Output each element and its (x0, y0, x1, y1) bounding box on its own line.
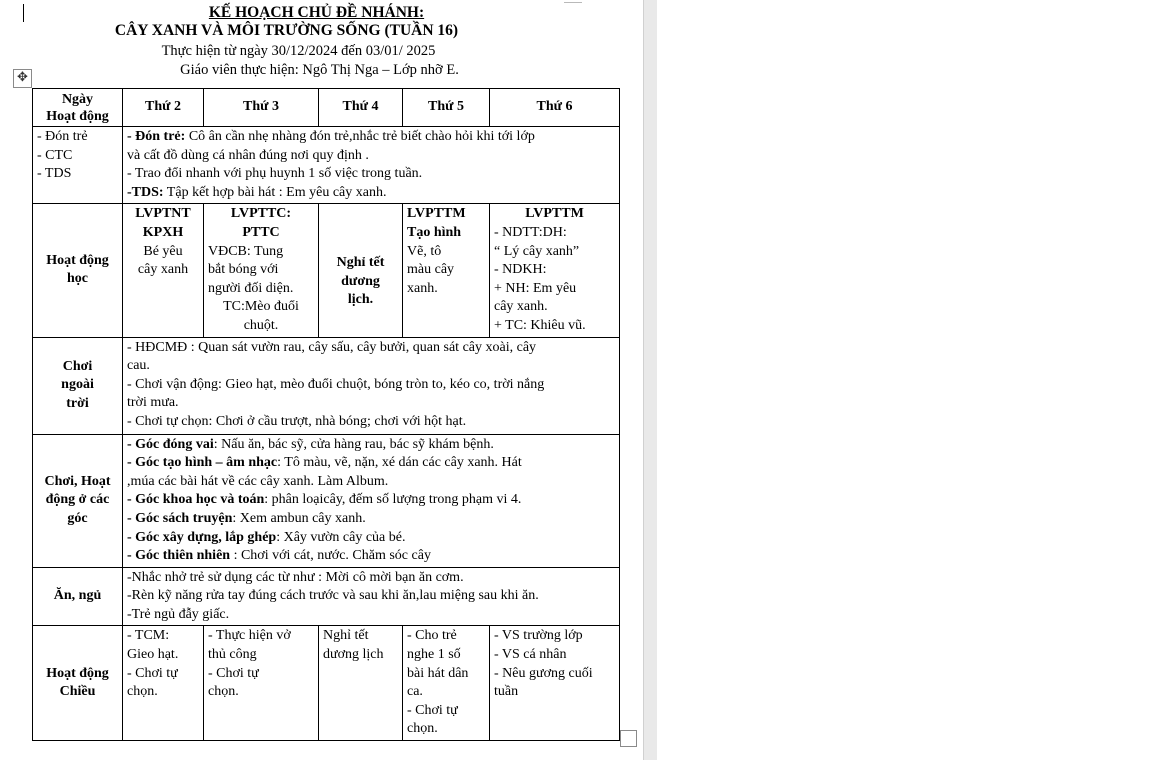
afternoon-thursday-cell (403, 626, 490, 741)
bold-label: - Đón trẻ: (127, 129, 186, 144)
study-monday-cell (123, 204, 204, 337)
day-header-wednesday: Thứ 4 (319, 89, 403, 127)
content-text: : Xây vườn cây của bé. (276, 529, 406, 545)
cell-line: tuần (494, 684, 519, 700)
label-line: Chơi (62, 358, 93, 374)
label-line: Chơi, Hoạt (44, 473, 111, 489)
afternoon-label-cell (33, 626, 123, 741)
cell-line: - Thực hiện vở (208, 628, 291, 644)
content-line: cau. (127, 358, 150, 374)
meal-content-cell (123, 567, 620, 626)
cell-line: - TCM: (127, 628, 170, 644)
corner-header-cell (33, 89, 123, 127)
label-line: trời (66, 395, 89, 411)
corners-content-cell (123, 434, 620, 567)
study-wednesday-cell (319, 204, 403, 337)
vertical-scrollbar[interactable] (643, 0, 657, 760)
content-line: - Chơi tự chọn: Chơi ở cầu trượt, nhà bóng; chơi với hột hạt. (127, 413, 467, 429)
table-row-afternoon (33, 626, 620, 741)
content-line: - Chơi vận động: Gieo hạt, mèo đuổi chuột, bóng tròn to, kéo co, trời nắng (127, 376, 545, 392)
day-header-friday: Thứ 6 (490, 89, 620, 127)
page-corner-mark (564, 0, 582, 3)
content-line (127, 529, 615, 548)
label-line: ngoài (61, 377, 94, 393)
cell-line: - NDTT:DH: (494, 224, 567, 240)
content-line (127, 510, 615, 529)
cell-line: - VS trường lớp (494, 628, 583, 644)
cell-line: Tạo hình (407, 224, 462, 240)
content-text: : Xem ambun cây xanh. (232, 510, 366, 526)
bold-label: - Góc sách truyện (127, 510, 233, 526)
content-text: Tập kết hợp bài hát : Em yêu cây xanh. (163, 184, 387, 200)
cell-line: lịch. (347, 292, 374, 308)
corner-day-label: Ngày (61, 91, 94, 107)
content-text: : phân loạicây, đếm số lượng trong phạm vi 4. (264, 492, 522, 508)
table-row-corners (33, 434, 620, 567)
cell-line: VĐCB: Tung (208, 243, 284, 259)
content-line: - Trao đổi nhanh với phụ huynh 1 số việc trong tuần. (127, 166, 423, 182)
bold-label: - Góc thiên nhiên (127, 548, 231, 564)
study-label-cell: Hoạt động học (33, 204, 123, 337)
content-line: ,múa các bài hát về các cây xanh. Làm Album. (127, 473, 389, 489)
plan-date-line: Thực hiện từ ngày 30/12/2024 đến 03/01/ 2025 (161, 43, 436, 59)
cell-line: bài hát dân (407, 665, 469, 681)
study-tuesday-cell (204, 204, 319, 337)
content-line: -Trẻ ngủ đẫy giấc. (127, 606, 230, 622)
welcome-label-cell (33, 127, 123, 204)
welcome-content-cell (123, 127, 620, 204)
cell-line: LVPTTM (407, 206, 466, 222)
bold-label: - Góc khoa học và toán (127, 492, 265, 508)
cell-line: + NH: Em yêu (494, 280, 577, 296)
cell-line: LVPTTM (525, 206, 584, 222)
content-line (127, 491, 615, 510)
cell-line: chọn. (127, 684, 158, 700)
label-line: - Đón trẻ (37, 129, 88, 144)
cell-line: - Cho trẻ (407, 628, 457, 644)
label-line: góc (67, 510, 88, 526)
content-text: : Tô màu, vẽ, nặn, xé dán các cây xanh. Hát (277, 455, 522, 471)
bold-label: - Góc tạo hình – âm nhạc (127, 455, 278, 471)
content-line (127, 436, 615, 455)
weekly-plan-table (32, 88, 620, 741)
cell-line: dương (341, 273, 380, 289)
cell-line: chọn. (208, 684, 239, 700)
cell-line: - VS cá nhân (494, 647, 567, 663)
cell-line: màu cây (407, 262, 455, 278)
cell-line: Vẽ, tô (407, 243, 442, 259)
cell-line: LVPTTC: (230, 206, 292, 222)
cell-line: “ Lý cây xanh” (494, 243, 580, 259)
table-row-welcome (33, 127, 620, 204)
meal-label-cell: Ăn, ngủ (33, 567, 123, 626)
cell-line: TC:Mèo đuổi (223, 299, 299, 315)
cell-line: ca. (407, 684, 423, 700)
cell-line: + TC: Khiêu vũ. (494, 317, 586, 333)
cell-line: Bé yêu (143, 243, 183, 259)
cell-line: Gieo hạt. (127, 647, 179, 663)
afternoon-wednesday-cell (319, 626, 403, 741)
corner-activity-label: Hoạt động (46, 108, 109, 124)
move-arrows-icon[interactable]: ✥ (13, 69, 32, 88)
plan-subtitle: CÂY XANH VÀ MÔI TRƯỜNG SỐNG (TUẦN 16) (114, 22, 459, 39)
content-line (127, 454, 615, 473)
day-header-tuesday: Thứ 3 (204, 89, 319, 127)
bold-label: - Góc đóng vai (127, 436, 214, 452)
table-row-study (33, 204, 620, 337)
content-text: : Nấu ăn, bác sỹ, cửa hàng rau, bác sỹ khám bệnh. (213, 436, 494, 452)
content-line: trời mưa. (127, 395, 179, 411)
cell-line: Nghỉ tết (323, 628, 369, 644)
cell-line: PTTC (242, 224, 280, 240)
cell-line: LVPTNT (135, 206, 191, 222)
table-header-row (33, 89, 620, 127)
cell-line: - NDKH: (494, 262, 547, 278)
bold-label: - Góc xây dựng, lắp ghép (127, 529, 277, 545)
bold-label: -TDS: (127, 184, 164, 200)
resize-square-icon[interactable] (620, 730, 637, 747)
content-line: - HĐCMĐ : Quan sát vườn rau, cây sấu, cây bưởi, quan sát cây xoài, cây (127, 339, 537, 355)
day-header-monday: Thứ 2 (123, 89, 204, 127)
outdoor-content-cell (123, 337, 620, 434)
cell-line: nghe 1 số (407, 647, 461, 663)
outdoor-label-cell (33, 337, 123, 434)
cell-line: cây xanh (137, 262, 189, 278)
cell-line: - Chơi tự (208, 665, 259, 681)
content-text: Cô ân cần nhẹ nhàng đón trẻ,nhắc trẻ biết chào hỏi khi tới lớp (185, 129, 535, 144)
content-line (127, 547, 615, 566)
label-line: - CTC (37, 147, 73, 163)
cell-line: bắt bóng với (208, 262, 279, 278)
afternoon-friday-cell (490, 626, 620, 741)
day-header-thursday: Thứ 5 (403, 89, 490, 127)
afternoon-monday-cell (123, 626, 204, 741)
corners-label-cell (33, 434, 123, 567)
content-line: và cất đồ dùng cá nhân đúng nơi quy định . (127, 147, 369, 163)
cell-line: KPXH (142, 224, 184, 240)
content-line: -Nhắc nhở trẻ sử dụng các từ như : Mời cô mời bạn ăn cơm. (127, 569, 464, 585)
label-line: Chiều (59, 684, 96, 700)
plan-teacher-line: Giáo viên thực hiện: Ngô Thị Nga – Lớp nhỡ E. (180, 62, 459, 78)
content-line (127, 128, 615, 147)
table-row-outdoor (33, 337, 620, 434)
empty-workspace (657, 0, 1152, 760)
content-line (127, 184, 615, 203)
label-line: Hoạt động (46, 665, 109, 681)
cell-line: xanh. (407, 280, 438, 296)
cell-line: Nghỉ tết (336, 255, 385, 271)
cell-line: chọn. (407, 721, 438, 737)
cell-line: - Chơi tự (407, 702, 458, 718)
cell-line: - Chơi tự (127, 665, 178, 681)
content-text: : Chơi với cát, nước. Chăm sóc cây (230, 548, 431, 564)
cell-line: cây xanh. (494, 299, 548, 315)
label-line: - TDS (37, 166, 72, 182)
study-thursday-cell (403, 204, 490, 337)
plan-title: KẾ HOẠCH CHỦ ĐỀ NHÁNH: (208, 4, 425, 21)
cell-line: chuột. (243, 317, 279, 333)
study-friday-cell (490, 204, 620, 337)
cell-line: - Nêu gương cuối (494, 665, 593, 681)
cell-line: dương lịch (323, 647, 384, 663)
label-line: động ở các (45, 492, 110, 508)
cell-line: người đối diện. (208, 280, 294, 296)
cell-line: thủ công (208, 647, 257, 663)
table-row-meal (33, 567, 620, 626)
afternoon-tuesday-cell (204, 626, 319, 741)
content-line: -Rèn kỹ năng rửa tay đúng cách trước và sau khi ăn,lau miệng sau khi ăn. (127, 588, 539, 604)
